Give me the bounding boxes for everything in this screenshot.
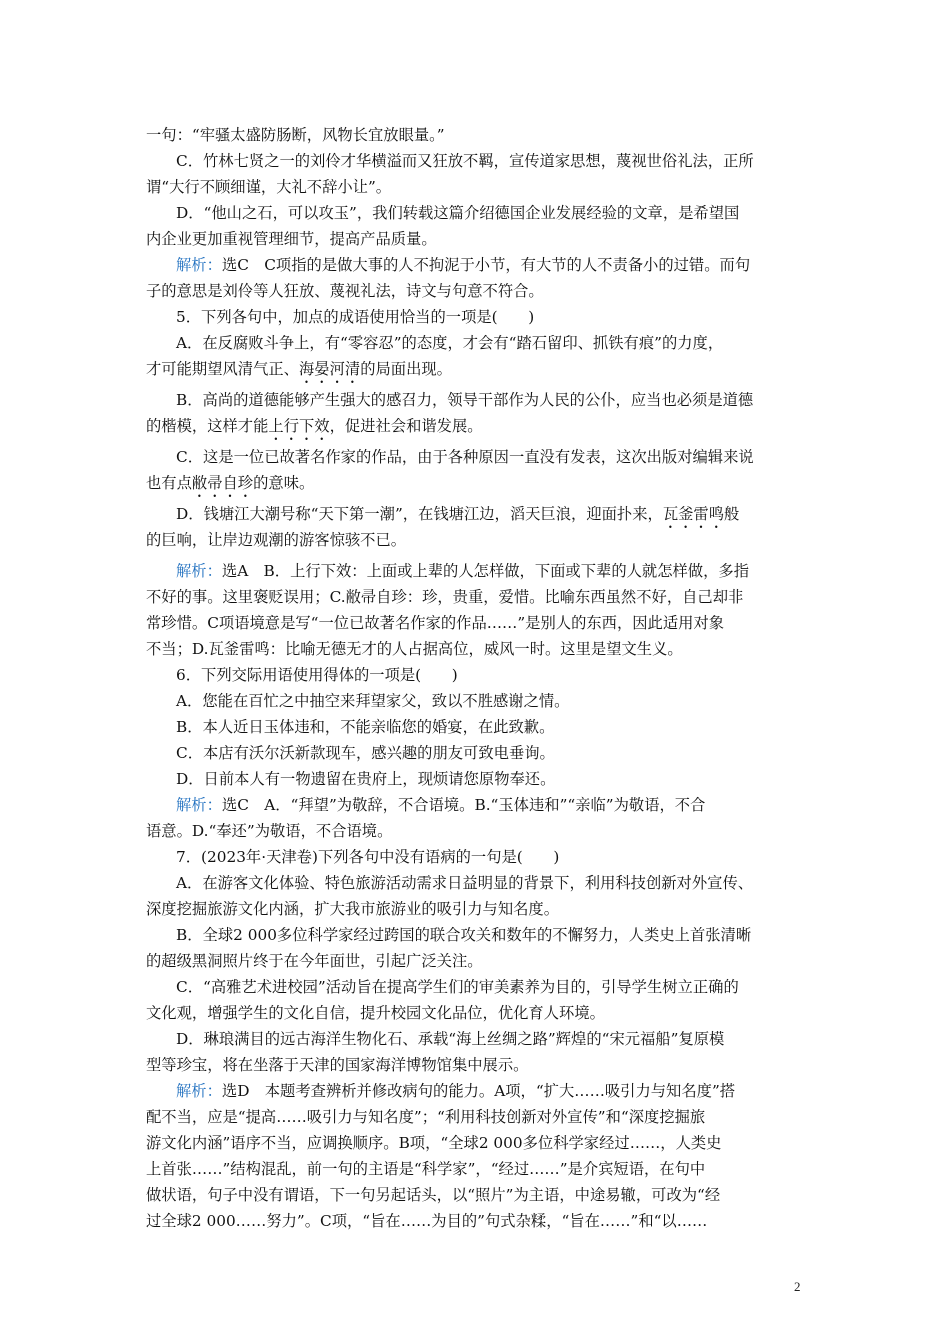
text-line xyxy=(146,974,808,1000)
text-line xyxy=(146,444,808,470)
text-segment: D．钱塘江大潮号称“天下第一潮”，在钱塘江边，滔天巨浪，迎面扑来， xyxy=(176,505,663,523)
text-segment: 也有点 xyxy=(146,474,192,492)
text-line xyxy=(146,413,808,439)
text-segment: 的巨响，让岸边观潮的游客惊骇不已。 xyxy=(146,531,407,549)
text-line xyxy=(146,740,808,766)
text-segment: 般 xyxy=(724,505,740,523)
text-line xyxy=(146,252,808,278)
text-segment: 7．(2023年·天津卷)下列各句中没有语病的一句是( ) xyxy=(176,848,560,866)
text-line xyxy=(146,304,808,330)
text-line xyxy=(146,688,808,714)
text-line xyxy=(146,636,808,662)
text-line xyxy=(146,1078,808,1104)
text-line xyxy=(146,1130,808,1156)
text-segment: C．竹林七贤之一的刘伶才华横溢而又狂放不羁，宣传道家思想，蔑视世俗礼法，正所 xyxy=(176,152,754,170)
text-line xyxy=(146,948,808,974)
dotted-idiom: 海晏河清 xyxy=(298,360,361,378)
text-segment: 常珍惜。C项语境意是写“一位已故著名作家的作品……”是别人的东西，因此适用对象 xyxy=(146,614,725,632)
text-line xyxy=(146,610,808,636)
text-segment: 才可能期望风清气正、 xyxy=(146,360,299,378)
text-segment: 选D 本题考查辨析并修改病句的能力。A项，“扩大……吸引力与知名度”搭 xyxy=(221,1082,736,1100)
text-segment: 配不当，应是“提高……吸引力与知名度”；“利用科技创新对外宣传”和“深度挖掘旅 xyxy=(146,1108,706,1126)
text-segment: 谓“大行不顾细谨，大礼不辞小让”。 xyxy=(146,178,392,196)
text-segment: 上首张……”结构混乱，前一句的主语是“科学家”，“经过……”是介宾短语，在句中 xyxy=(146,1160,706,1178)
text-segment: 的超级黑洞照片终于在今年面世，引起广泛关注。 xyxy=(146,952,483,970)
text-line xyxy=(146,527,808,553)
text-line xyxy=(146,501,808,527)
text-segment: 一句：“牢骚太盛防肠断，风物长宜放眼量。” xyxy=(146,126,445,144)
text-line xyxy=(146,662,808,688)
text-line xyxy=(146,122,808,148)
text-segment: 深度挖掘旅游文化内涵，扩大我市旅游业的吸引力与知名度。 xyxy=(146,900,560,918)
text-segment: 的楷模，这样才能 xyxy=(146,417,269,435)
text-segment: 5．下列各句中，加点的成语使用恰当的一项是( ) xyxy=(176,308,535,326)
text-segment: D．日前本人有一物遗留在贵府上，现烦请您原物奉还。 xyxy=(176,770,556,788)
text-line xyxy=(146,330,808,356)
text-segment: D．“他山之石，可以攻玉”，我们转载这篇介绍德国企业发展经验的文章，是希望国 xyxy=(176,204,740,222)
text-segment: 选C A．“拜望”为敬辞，不合语境。B.“玉体违和”“亲临”为敬语，不合 xyxy=(221,796,706,814)
text-segment: 的意味。 xyxy=(253,474,315,492)
text-line xyxy=(146,844,808,870)
text-line xyxy=(146,558,808,584)
text-line xyxy=(146,792,808,818)
text-line xyxy=(146,584,808,610)
text-segment: 文化观，增强学生的文化自信，提升校园文化品位，优化育人环境。 xyxy=(146,1004,605,1022)
text-line xyxy=(146,1208,808,1234)
text-line xyxy=(146,870,808,896)
text-line xyxy=(146,1104,808,1130)
text-segment: B．本人近日玉体违和，不能亲临您的婚宴，在此致歉。 xyxy=(176,718,555,736)
text-segment: 内企业更加重视管理细节，提高产品质量。 xyxy=(146,230,437,248)
text-segment: 6．下列交际用语使用得体的一项是( ) xyxy=(176,666,458,684)
text-line xyxy=(146,387,808,413)
text-segment: 游文化内涵”语序不当，应调换顺序。B项，“全球2 000多位科学家经过……，人类史 xyxy=(146,1134,722,1152)
text-line xyxy=(146,278,808,304)
text-line xyxy=(146,818,808,844)
page-number: 2 xyxy=(794,1279,801,1294)
dotted-idiom: 上行下效 xyxy=(268,417,330,435)
text-line xyxy=(146,470,808,496)
text-segment: 的局面出现。 xyxy=(360,360,452,378)
text-segment: 做状语，句子中没有谓语，下一句另起话头，以“照片”为主语，中途易辙，可改为“经 xyxy=(146,1186,721,1204)
text-line xyxy=(146,1156,808,1182)
analysis-label: 解析： xyxy=(176,796,222,814)
text-line xyxy=(146,922,808,948)
text-line xyxy=(146,1026,808,1052)
text-segment: D．琳琅满目的远古海洋生物化石、承载“海上丝绸之路”辉煌的“宋元福船”复原模 xyxy=(176,1030,725,1048)
analysis-label: 解析： xyxy=(176,1082,222,1100)
text-line xyxy=(146,200,808,226)
text-segment: C．这是一位已故著名作家的作品，由于各种原因一直没有发表，这次出版对编辑来说 xyxy=(176,448,754,466)
text-line xyxy=(146,1182,808,1208)
text-segment: A．您能在百忙之中抽空来拜望家父，致以不胜感谢之情。 xyxy=(176,692,570,710)
text-segment: C．本店有沃尔沃新款现车，感兴趣的朋友可致电垂询。 xyxy=(176,744,555,762)
text-segment: ，促进社会和谐发展。 xyxy=(329,417,483,435)
analysis-label: 解析： xyxy=(176,562,222,580)
text-segment: 过全球2 000……努力”。C项，“旨在……为目的”句式杂糅，“旨在……”和“以…… xyxy=(146,1212,708,1230)
text-line xyxy=(146,1000,808,1026)
text-segment: 型等珍宝，将在坐落于天津的国家海洋博物馆集中展示。 xyxy=(146,1056,529,1074)
text-segment: B．高尚的道德能够产生强大的感召力，领导干部作为人民的公仆，应当也必须是道德 xyxy=(176,391,754,409)
text-segment: A．在反腐败斗争上，有“零容忍”的态度，才会有“踏石留印、抓铁有痕”的力度， xyxy=(176,334,724,352)
text-segment: 语意。D.“奉还”为敬语，不合语境。 xyxy=(146,822,393,840)
text-line xyxy=(146,356,808,382)
text-line xyxy=(146,148,808,174)
text-line xyxy=(146,896,808,922)
text-segment: 子的意思是刘伶等人狂放、蔑视礼法，诗文与句意不符合。 xyxy=(146,282,544,300)
text-segment: C．“高雅艺术进校园”活动旨在提高学生们的审美素养为目的，引导学生树立正确的 xyxy=(176,978,739,996)
text-line xyxy=(146,226,808,252)
text-line xyxy=(146,766,808,792)
page-body-text xyxy=(146,122,808,1234)
text-segment: 选A B．上行下效：上面或上辈的人怎样做，下面或下辈的人就怎样做，多指 xyxy=(221,562,749,580)
text-segment: 不当；D.瓦釜雷鸣：比喻无德无才的人占据高位，威风一时。这里是望文生义。 xyxy=(146,640,683,658)
text-segment: 不好的事。这里褒贬误用；C.敝帚自珍：珍，贵重，爱惜。比喻东西虽然不好，自己却非 xyxy=(146,588,744,606)
text-segment: B．全球2 000多位科学家经过跨国的联合攻关和数年的不懈努力，人类史上首张清晰 xyxy=(176,926,752,944)
text-segment: 选C C项指的是做大事的人不拘泥于小节，有大节的人不责备小的过错。而句 xyxy=(221,256,751,274)
text-segment: A．在游客文化体验、特色旅游活动需求日益明显的背景下，利用科技创新对外宣传、 xyxy=(176,874,754,892)
text-line xyxy=(146,1052,808,1078)
text-line xyxy=(146,174,808,200)
analysis-label: 解析： xyxy=(176,256,222,274)
dotted-idiom: 瓦釜雷鸣 xyxy=(662,505,725,523)
dotted-idiom: 敝帚自珍 xyxy=(191,474,254,492)
text-line xyxy=(146,714,808,740)
